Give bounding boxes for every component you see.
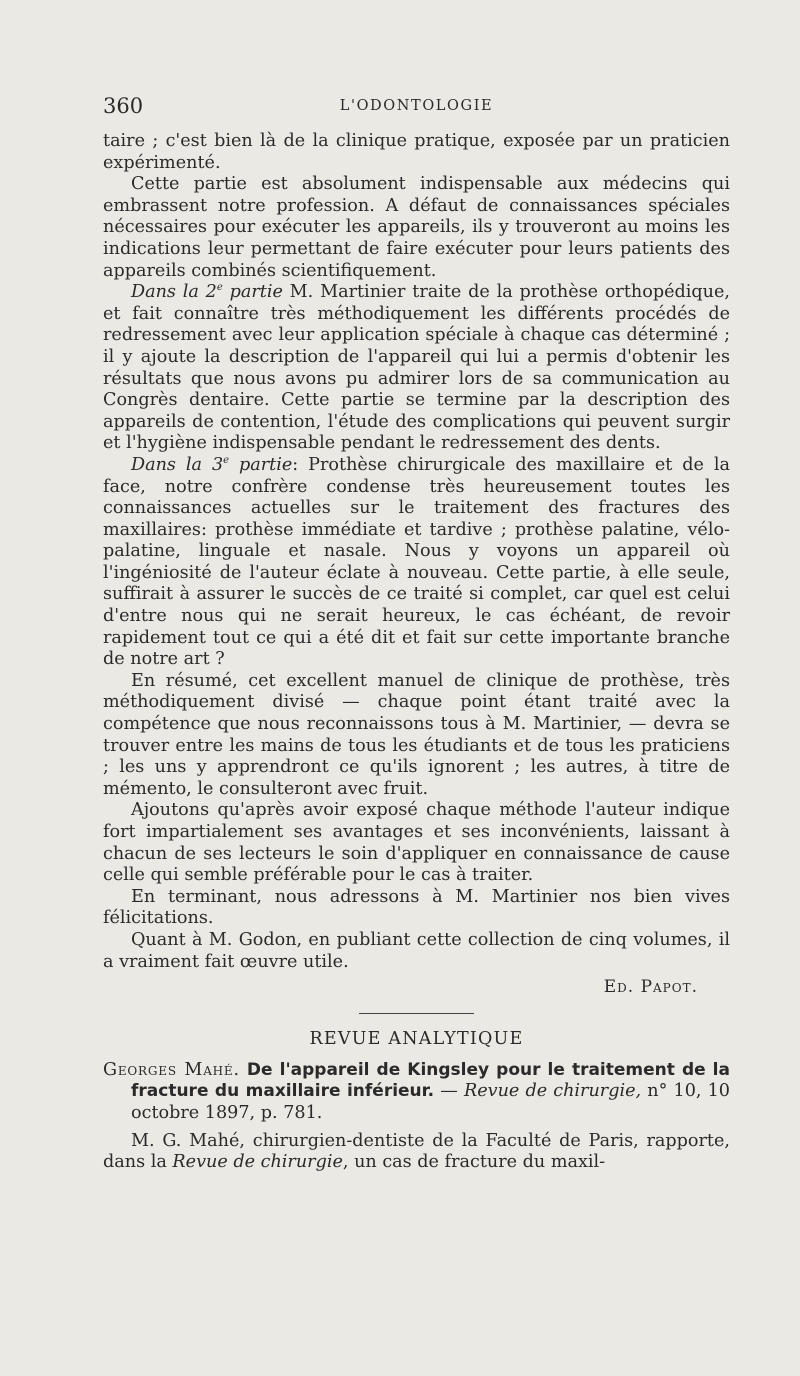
paragraph: En terminant, nous adressons à M. Martinier nos bien vives félicitations. xyxy=(103,886,730,929)
paragraph-text-end: , un cas de fracture du maxil- xyxy=(342,1152,606,1173)
superscript: e xyxy=(223,455,230,467)
page-number: 360 xyxy=(103,94,144,118)
paragraph-text: M. G. Mahé, chirurgien-dentiste de la Faculté de Paris, rapporte, dans la xyxy=(103,1130,730,1173)
journal-name: Revue de chirurgie xyxy=(172,1152,343,1173)
paragraph: Quant à M. Godon, en publiant cette collection de cinq volumes, il a vraiment fait œuvre utile. xyxy=(103,929,730,972)
lead-text-end: partie xyxy=(229,454,293,475)
reference-journal: Revue de chirurgie, xyxy=(463,1081,642,1102)
section-title: REVUE ANALYTIQUE xyxy=(309,1029,524,1050)
page-body xyxy=(103,131,730,1174)
paragraph: Cette partie est absolument indispensable aux médecins qui embrassent notre profession. A défaut de connaissances spéciales nécessaires pour exécuter les appareils, ils y trouveront au moins les indications leur permettant de faire exécuter pour leurs patients des appareils combinés scientifiquement. xyxy=(103,174,730,281)
paragraph: Ajoutons qu'après avoir exposé chaque méthode l'auteur indique fort impartialement ses avantages et ses inconvénients, laissant à chacun de ses lecteurs le soin d'appliquer en connaissance de cause celle qui semble préférable pour le cas à traiter. xyxy=(103,800,730,886)
reference-issue: n° 10, 10 octobre 1897, p. 781. xyxy=(131,1081,731,1124)
paragraph-text: : Prothèse chirurgicale des maxillaire et de la face, notre confrère condense très heureusement toutes les connaissances actuelles sur le traitement des fractures des maxillaires: prothèse immédiate et tardive ; prothèse palatine, vélo-palatine, linguale et nasale. Nous y voyons un appareil où l'ingéniosité de l'auteur éclate à nouveau. Cette partie, à elle seule, suffirait à assurer le succès de ce traité si complet, car quel est celui d'entre nous qui ne serait heureux, le cas échéant, de revoir rapidement tout ce qui a été dit et fait sur cette importante branche de notre art ? xyxy=(103,454,731,670)
paragraph-lead xyxy=(131,282,283,302)
page-header xyxy=(103,94,730,122)
running-title: L'ODONTOLOGIE xyxy=(339,98,494,114)
paragraph: En résumé, cet excellent manuel de clinique de prothèse, très méthodiquement divisé — chaque point étant traité avec la compétence que nous reconnaissons tous à M. Martinier, — devra se trouver entre les mains de tous les étudiants et de tous les praticiens ; les uns y apprendront ce qu'ils ignorent ; les autres, à titre de mémento, le consulteront avec fruit. xyxy=(103,670,730,799)
lead-text: Dans la 2 xyxy=(131,282,217,303)
paragraph-text: M. Martinier traite de la prothèse orthopédique, et fait connaître très méthodiquement les différents procédés de redressement avec leur application spéciale à chaque cas déterminé ; il y ajoute la description de l'appareil qui lui a permis d'obtenir les résultats que nous avons pu admirer lors de sa communication au Congrès dentaire. Cette partie se termine par la description des appareils de contention, l'étude des complications qui peuvent surgir et l'hygiène indispensable pendant le redressement des dents. xyxy=(103,282,731,454)
lead-text-end: partie xyxy=(222,282,283,303)
paragraph-lead xyxy=(131,455,292,475)
bibliographic-reference xyxy=(103,1060,730,1125)
lead-text: Dans la 3 xyxy=(131,454,224,475)
reference-author: Georges Mahé. xyxy=(103,1059,240,1080)
reference-dash: — xyxy=(434,1081,464,1102)
author-signature: Ed. Papot. xyxy=(603,977,698,998)
paragraph xyxy=(103,282,730,455)
paragraph xyxy=(103,1131,730,1174)
section-divider xyxy=(359,1013,474,1015)
paragraph xyxy=(103,455,730,671)
reference-title: De l'appareil de Kingsley pour le traitement de la fracture du maxillaire inférieur. xyxy=(131,1059,730,1102)
superscript: e xyxy=(216,282,223,294)
paragraph: taire ; c'est bien là de la clinique pratique, exposée par un praticien expérimenté. xyxy=(103,131,730,173)
